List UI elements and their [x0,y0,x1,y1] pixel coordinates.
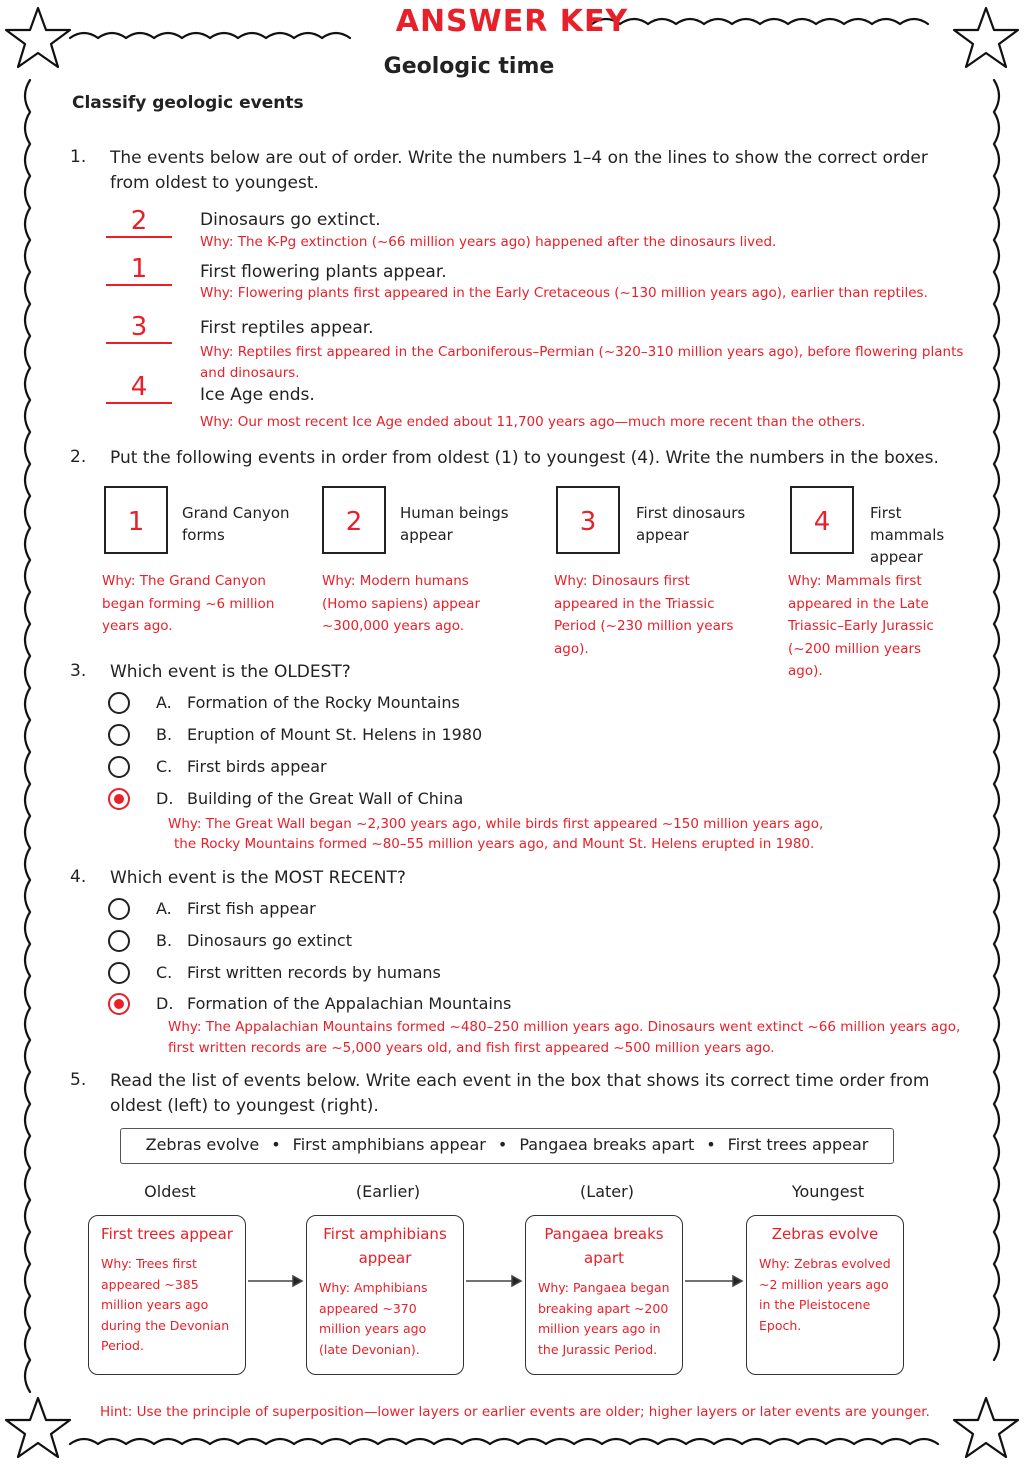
option-letter: B. [156,931,173,950]
word-bank-item: Pangaea breaks apart [519,1135,695,1154]
answer-key-title: ANSWER KEY [395,4,629,39]
option-text: Dinosaurs go extinct [187,931,352,950]
word-bank [120,1128,894,1164]
hint-text: Hint: Use the principle of superposition—lower layers or earlier events are older; higher layers or later events are younger. [100,1404,930,1420]
timeline-event: Zebras evolve [771,1225,879,1243]
timeline-heading-youngest: Youngest [791,1182,865,1201]
q5-number: 5. [70,1070,87,1090]
q1-answer-line[interactable]: 2 [106,206,172,238]
q1-why: Why: Our most recent Ice Age ended about 11,700 years ago—much more recent than the others. [200,414,866,430]
radio-button[interactable] [108,930,130,952]
star-bottom-left-icon [6,1398,70,1457]
option-text: First fish appear [187,899,316,918]
q1-why: Why: Reptiles first appeared in the Carboniferous–Permian (~320–310 million years ago), before flowering plants and dinosaurs. [200,344,964,381]
option-text: First written records by humans [187,963,441,982]
q2-answer-box[interactable]: 2 [322,486,386,554]
q3-why-line-1: Why: The Great Wall began ~2,300 years ago, while birds first appeared ~150 million years ago, [168,816,824,832]
option-text: First birds appear [187,757,327,776]
q2-prompt: Put the following events in order from oldest (1) to youngest (4). Write the numbers in the boxes. [110,448,939,468]
timeline-why: Why: Zebras evolved ~2 million years ago in the Pleistocene Epoch. [759,1256,891,1333]
option-text: Building of the Great Wall of China [187,789,464,808]
word-bank-item: First trees appear [727,1135,869,1154]
page-subtitle: Geologic time [383,54,555,79]
section-title: Classify geologic events [72,93,304,113]
option-text: Eruption of Mount St. Helens in 1980 [187,725,483,744]
timeline-box[interactable] [88,1215,246,1375]
timeline-box[interactable] [746,1215,904,1375]
radio-button[interactable] [108,692,130,714]
q1-why: Why: The K-Pg extinction (~66 million years ago) happened after the dinosaurs lived. [200,234,777,250]
q1-event: First reptiles appear. [200,318,374,338]
option-letter: A. [156,693,172,712]
q4-number: 4. [70,867,87,887]
option-letter: C. [156,963,173,982]
q3-why-line-2: the Rocky Mountains formed ~80–55 million years ago, and Mount St. Helens erupted in 1980. [174,836,815,852]
timeline-why: Why: Amphibians appeared ~370 million years ago (late Devonian). [319,1280,428,1357]
timeline-box[interactable] [306,1215,464,1375]
radio-button[interactable] [108,962,130,984]
q2-why: Why: The Grand Canyon began forming ~6 million years ago. [102,573,275,634]
timeline-heading-earlier: (Earlier) [355,1182,421,1201]
q1-why: Why: Flowering plants first appeared in the Early Cretaceous (~130 million years ago), earlier than reptiles. [200,285,928,301]
bullet: • [497,1135,508,1154]
q1-event: Ice Age ends. [200,385,315,405]
radio-button-selected[interactable] [108,993,130,1015]
q2-answer-box[interactable]: 4 [790,486,854,554]
option-text: Formation of the Appalachian Mountains [187,994,512,1013]
bullet: • [706,1135,716,1154]
q1-answer-line[interactable]: 3 [106,312,172,344]
bottom-vine [70,1439,938,1444]
timeline-heading-later: (Later) [580,1182,634,1201]
q2-answer-box[interactable]: 1 [104,486,168,554]
q5-prompt: Read the list of events below. Write each event in the box that shows its correct time order from oldest (left) to youngest (right). [110,1071,930,1116]
radio-button-selected[interactable] [108,788,130,810]
q2-event-label: First dinosaurs appear [636,504,746,544]
q3-prompt: Which event is the OLDEST? [110,662,351,682]
radio-button[interactable] [108,756,130,778]
timeline-box[interactable] [525,1215,683,1375]
q3-number: 3. [70,661,87,681]
bullet: • [271,1135,281,1154]
q1-answer-line[interactable]: 4 [106,372,172,404]
option-letter: B. [156,725,173,744]
option-letter: A. [156,899,172,918]
timeline-why: Why: Trees first appeared ~385 million years ago during the Devonian Period. [101,1256,230,1353]
q4-why-line-1: Why: The Appalachian Mountains formed ~480–250 million years ago. Dinosaurs went extinct ~66 million years ago, [168,1019,961,1035]
option-letter: D. [156,994,174,1013]
q4-prompt: Which event is the MOST RECENT? [110,868,406,888]
timeline-heading-oldest: Oldest [144,1182,196,1201]
q1-answer-line[interactable]: 1 [106,254,172,286]
radio-button[interactable] [108,724,130,746]
q1-prompt: The events below are out of order. Write the numbers 1–4 on the lines to show the correct order from oldest to youngest. [110,148,928,193]
q1-number: 1. [70,147,87,167]
option-letter: D. [156,789,174,808]
q2-why: Why: Dinosaurs first appeared in the Triassic Period (~230 million years ago). [554,573,734,657]
q2-why: Why: Mammals first appeared in the Late Triassic–Early Jurassic (~200 million years ago). [788,573,934,679]
left-vine [25,80,30,1392]
option-letter: C. [156,757,173,776]
right-vine [994,80,999,1360]
q1-event: First flowering plants appear. [200,262,447,282]
timeline-why: Why: Pangaea began breaking apart ~200 million years ago in the Jurassic Period. [538,1280,670,1357]
timeline-event: First trees appear [101,1225,233,1243]
q2-event-label: First mammals appear [870,504,945,566]
radio-button[interactable] [108,898,130,920]
q2-why: Why: Modern humans (Homo sapiens) appear ~300,000 years ago. [322,573,480,634]
q2-event-label: Grand Canyon forms [182,504,290,544]
word-bank-item: First amphibians appear [292,1135,486,1154]
timeline-event: First amphibians appear [323,1225,447,1267]
star-bottom-right-icon [954,1398,1018,1457]
q2-event-label: Human beings appear [400,504,509,544]
q1-event: Dinosaurs go extinct. [200,210,381,230]
q4-why-line-2: first written records are ~5,000 years old, and fish first appeared ~500 million years ago. [168,1040,775,1056]
q2-number: 2. [70,447,87,467]
q2-answer-box[interactable]: 3 [556,486,620,554]
option-text: Formation of the Rocky Mountains [187,693,460,712]
word-bank-item: Zebras evolve [145,1135,260,1154]
timeline-event: Pangaea breaks apart [544,1225,664,1267]
